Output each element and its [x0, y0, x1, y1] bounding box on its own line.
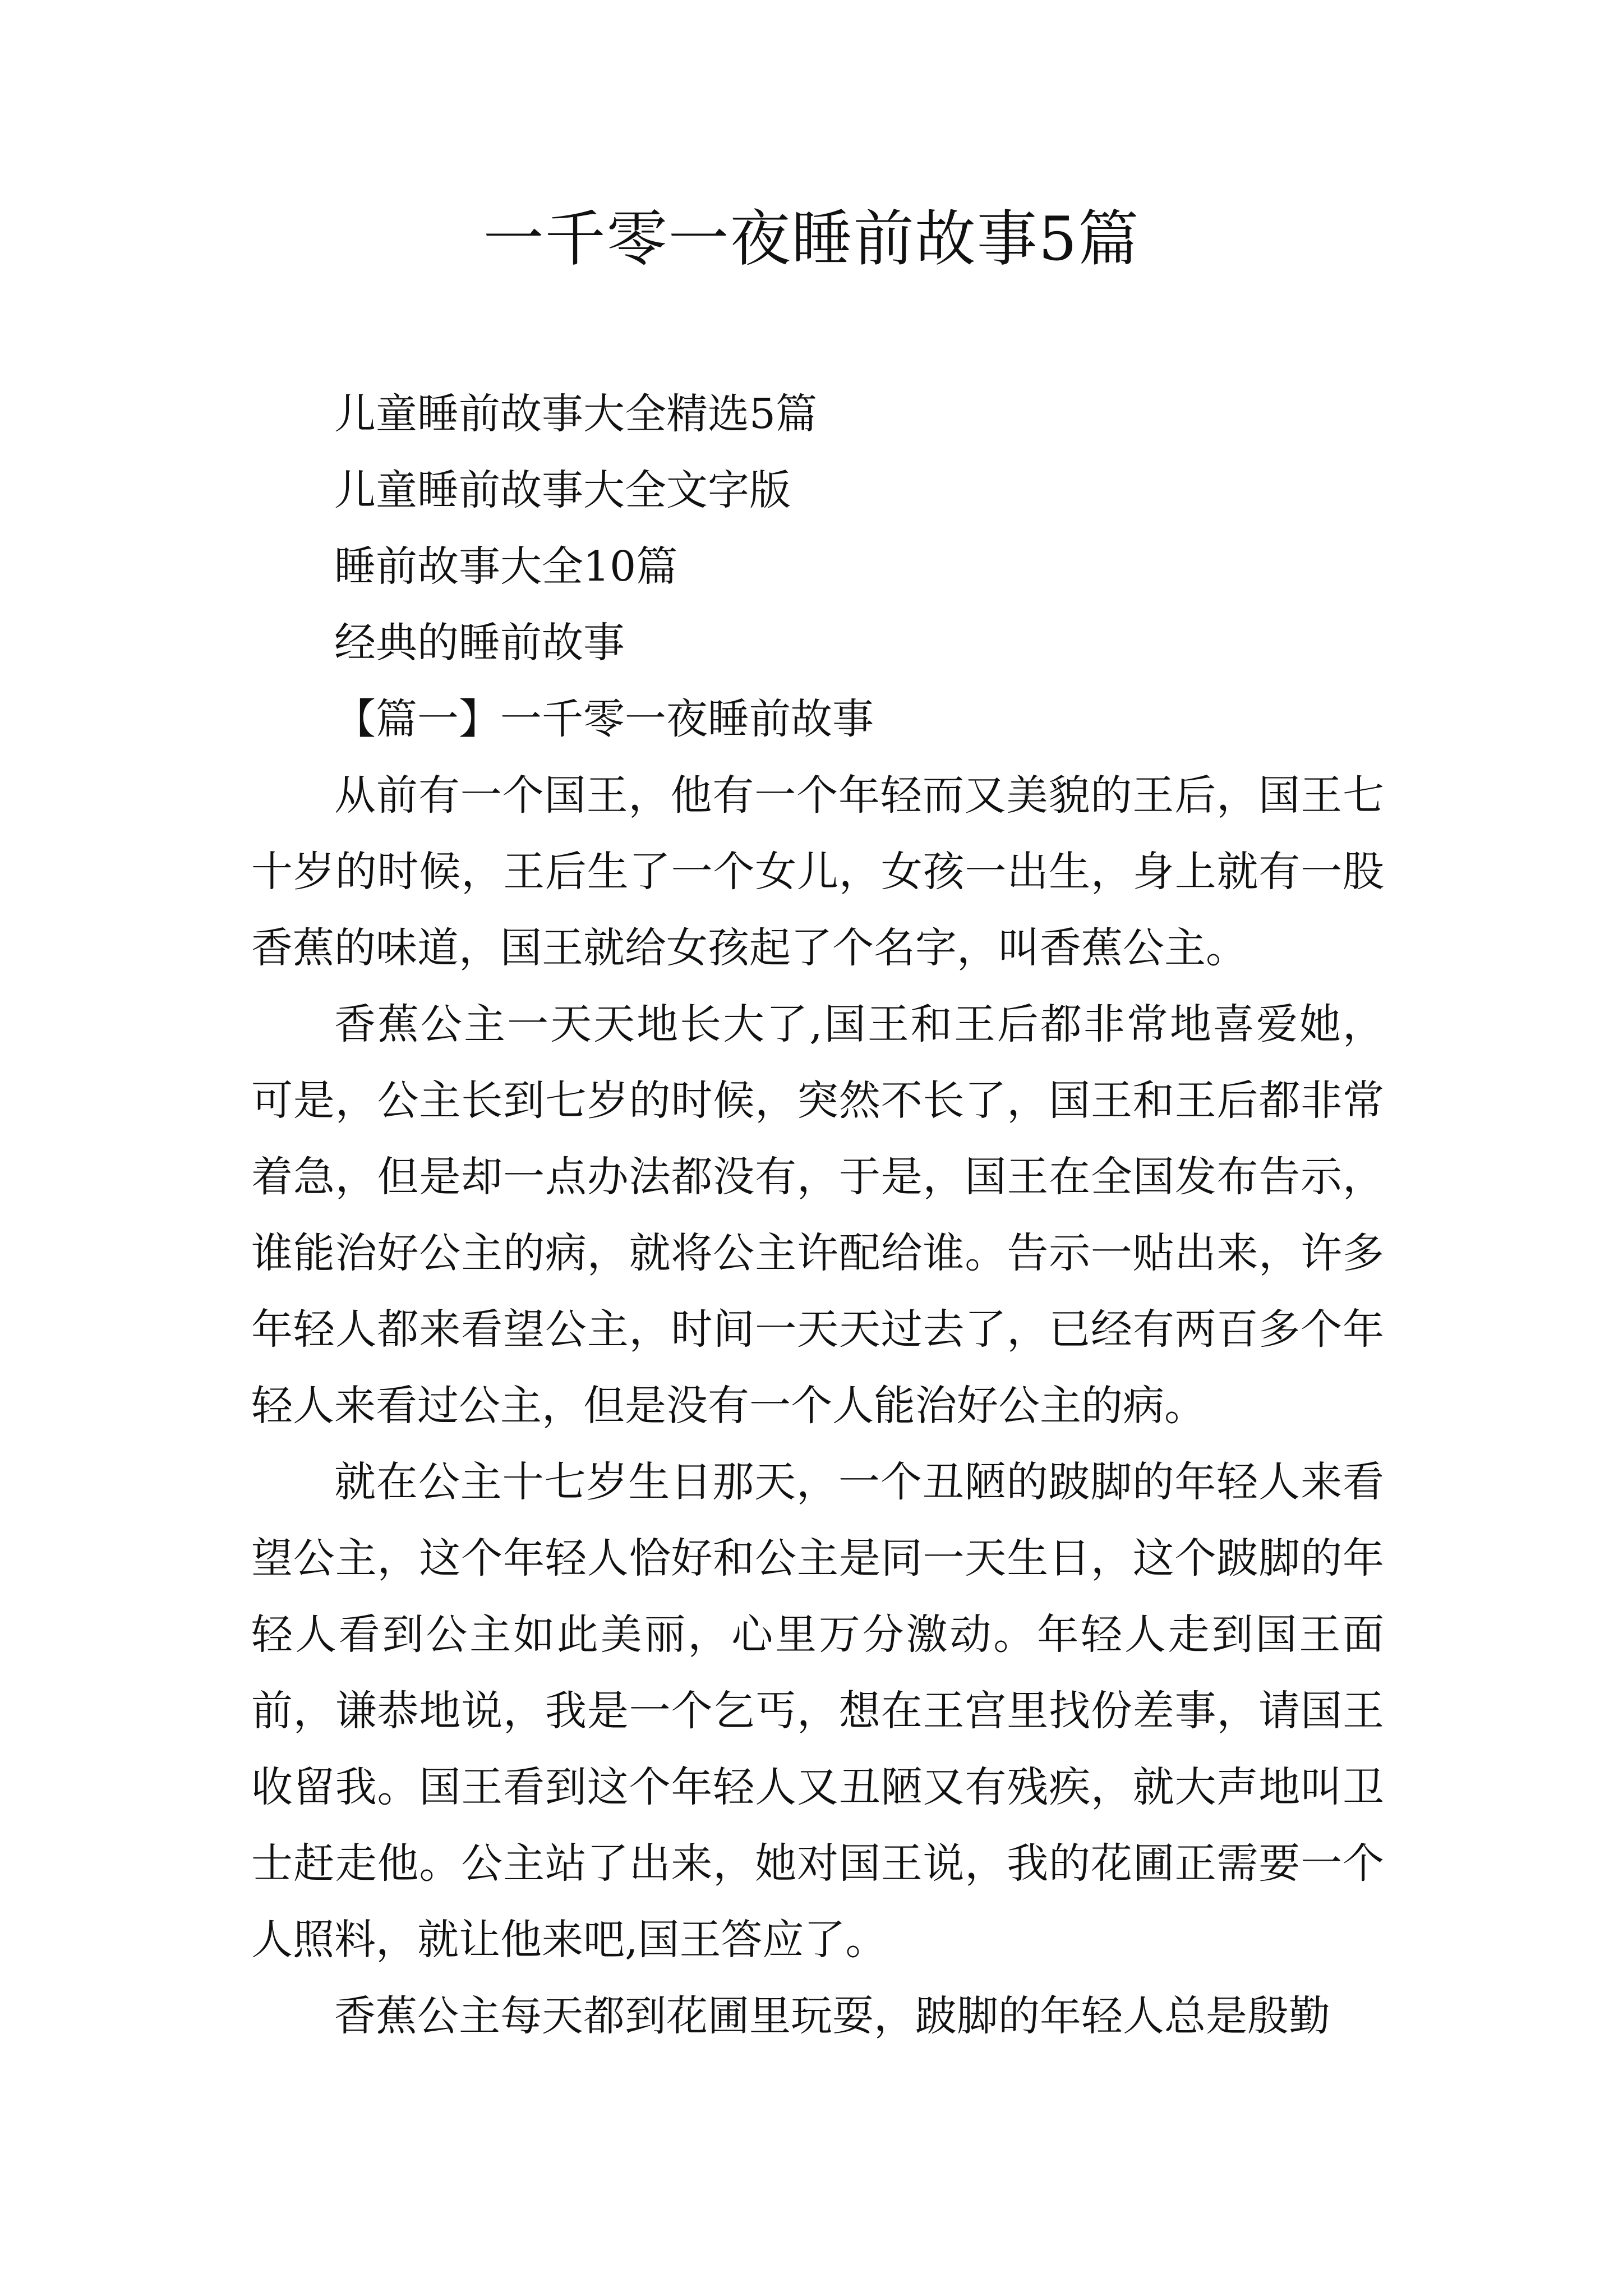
paragraph-1: 从前有一个国王，他有一个年轻而又美貌的王后，国王七十岁的时候，王后生了一个女儿，女孩一出生，身上就有一股香蕉的味道，国王就给女孩起了个名字，叫香蕉公主。 — [251, 771, 1384, 972]
page-title: 一千零一夜睡前故事5篇 — [483, 204, 1140, 274]
paragraph-3: 就在公主十七岁生日那天，一个丑陋的跛脚的年轻人来看望公主，这个年轻人恰好和公主是同一天生日，这个跛脚的年轻人看到公主如此美丽，心里万分激动。年轻人走到国王面前，谦恭地说，我是一个乞丐，想在王宫里找份差事，请国王收留我。国王看到这个年轻人又丑陋又有残疾，就大声地叫卫士赶走他。公主站了出来，她对国王说，我的花圃正需要一个人照料，就让他来吧,国王答应了。 — [251, 1458, 1384, 1964]
related-link-2[interactable]: 儿童睡前故事大全文字版 — [334, 466, 791, 514]
related-link-4[interactable]: 经典的睡前故事 — [334, 619, 625, 667]
paragraph-2: 香蕉公主一天天地长大了,国王和王后都非常地喜爱她，可是，公主长到七岁的时候，突然不长了，国王和王后都非常着急，但是却一点办法都没有，于是，国王在全国发布告示，谁能治好公主的病，就将公主许配给谁。告示一贴出来，许多年轻人都来看望公主，时间一天天过去了，已经有两百多个年轻人来看过公主，但是没有一个人能治好公主的病。 — [251, 1000, 1384, 1430]
section-heading: 【篇一】一千零一夜睡前故事 — [334, 695, 874, 743]
related-link-3[interactable]: 睡前故事大全10篇 — [334, 542, 678, 591]
related-link-1[interactable]: 儿童睡前故事大全精选5篇 — [334, 390, 818, 438]
related-links — [251, 376, 1384, 681]
paragraph-4: 香蕉公主每天都到花圃里玩耍，跛脚的年轻人总是殷勤 — [334, 1992, 1330, 2040]
document-body — [251, 376, 1384, 2054]
